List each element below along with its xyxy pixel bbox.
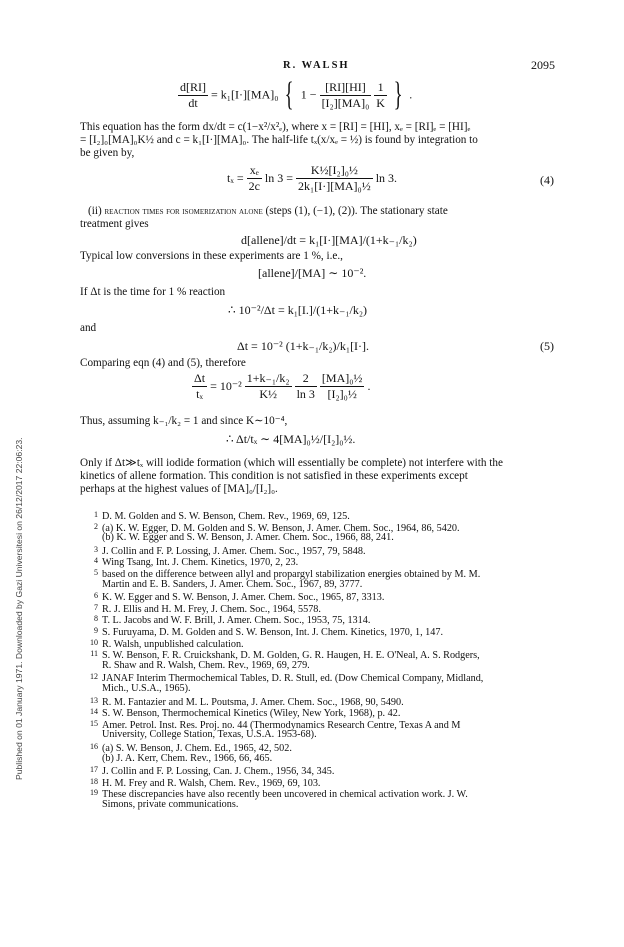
reference-number: 15	[90, 718, 98, 728]
rate-lhs-num: d[RI]	[180, 79, 206, 94]
equation-5: Δt = 10⁻² (1+k₋₁/k₂)/k₁[I·].	[237, 339, 370, 353]
equation-thus: ∴ Δt/tₓ ∼ 4[MA]₀½/[I₂]₀½.	[226, 432, 356, 446]
reference-text: (a) S. W. Benson, J. Chem. Ed., 1965, 42, 502.	[102, 743, 292, 754]
reference-text: R. Shaw and R. Walsh, Chem. Rev., 1969, 69, 279.	[102, 659, 310, 671]
para-typical: Typical low conversions in these experiments are 1 %, i.e.,	[80, 250, 343, 262]
eq4-end: ln 3.	[375, 171, 398, 185]
references-list	[80, 509, 580, 839]
eq4-lhs: tₓ =	[227, 171, 244, 185]
para-form-line3: be given by,	[80, 147, 135, 159]
rate-left-brace: {	[285, 76, 295, 113]
reference-number: 18	[90, 776, 98, 786]
reference-number: 7	[94, 602, 98, 612]
reference-text: S. Furuyama, D. M. Golden and S. W. Benson, Int. J. Chem. Kinetics, 1970, 1, 147.	[102, 627, 443, 638]
equation-4	[227, 163, 397, 194]
equation-allene-rate: d[allene]/dt = k₁[I·][MA]/(1+k₋₁/k₂)	[241, 233, 417, 247]
side-note	[2, 180, 24, 780]
reference-text: Martin and E. B. Sanders, J. Amer. Chem. Soc., 1967, 89, 3777.	[102, 578, 363, 590]
side-note-text: Published on 01 January 1971. Downloaded by Gazi Universitesi on 26/12/2017 22:06:23.	[14, 437, 24, 780]
reference-text: These discrepancies have also recently been uncovered in chemical activation work. J. W.	[102, 789, 468, 801]
running-head-author: R. WALSH	[283, 60, 350, 71]
rate-lhs-fraction	[178, 80, 208, 111]
equation-therefore: ∴ 10⁻²/Δt = k₁[I.]/(1+k₋₁/k₂)	[228, 303, 368, 317]
reference-text: (a) K. W. Egger, D. M. Golden and S. W. Benson, J. Amer. Chem. Soc., 1964, 86, 5420.	[102, 522, 460, 534]
eq4-fraction-1	[247, 163, 262, 194]
section-ii-line2: treatment gives	[80, 218, 149, 230]
reference-number: 13	[90, 695, 98, 705]
para-if: If Δt is the time for 1 % reaction	[80, 286, 226, 298]
reference-continuation	[80, 579, 362, 591]
reference-number: 19	[90, 788, 98, 798]
para-form-line2: = [I₂]₀[MA]₀K½ and c = k₁[I·][MA]₀. The half-life tₓ(x/xₑ = ½) is found by integration to	[80, 134, 478, 146]
reference-number: 8	[94, 614, 98, 624]
section-ii-number: (ii)	[88, 205, 102, 217]
eq4-fraction-2	[296, 163, 373, 194]
reference-number: 10	[90, 637, 98, 647]
reference-number: 3	[94, 544, 98, 554]
eq4-f2-den: 2k₁[I·][MA]₀½	[298, 179, 371, 193]
reference-text: T. L. Jacobs and W. F. Brill, J. Amer. Chem. Soc., 1953, 75, 1314.	[102, 615, 371, 627]
section-ii-rest: (steps (1), (−1), (2)). The stationary state	[265, 205, 448, 217]
reference-text: D. M. Golden and S. W. Benson, Chem. Rev., 1969, 69, 125.	[102, 511, 350, 522]
reference-number: 14	[90, 707, 98, 717]
reference-continuation	[80, 532, 394, 544]
reference-number: 17	[90, 765, 98, 775]
para-only-line1: Only if Δt≫tₓ will iodide formation (which will essentially be complete) not interfere with the	[80, 457, 503, 469]
rate-right-brace: }	[393, 76, 403, 113]
reference-text: Mich., U.S.A., 1965).	[102, 683, 191, 694]
reference-number: 12	[90, 672, 98, 682]
rate-k-num: 1	[374, 80, 387, 96]
para-thus: Thus, assuming k₋₁/k₂ = 1 and since K∼10⁻⁴,	[80, 415, 288, 427]
reference-number: 2	[94, 521, 98, 531]
compare-eq: = 10⁻²	[210, 379, 242, 393]
compare-f1-den: K½	[259, 387, 277, 401]
word-and: and	[80, 322, 97, 334]
reference-number: 1	[94, 510, 98, 519]
rate-lhs-den: dt	[188, 95, 198, 110]
reference-number: 11	[90, 649, 98, 659]
eq4-mid: ln 3 =	[264, 171, 294, 185]
section-ii-line1	[88, 205, 448, 218]
reference-continuation	[80, 729, 317, 741]
rate-main-fraction	[320, 80, 372, 111]
compare-fraction-3	[320, 371, 365, 402]
reference-text: S. W. Benson, Thermochemical Kinetics (Wiley, New York, 1968), p. 42.	[102, 708, 401, 720]
compare-end: .	[367, 379, 371, 393]
reference-number: 5	[94, 568, 98, 577]
compare-lhs-den: tₓ	[196, 387, 203, 401]
compare-lhs-fraction	[192, 371, 207, 402]
compare-f3-num: [MA]₀½	[321, 371, 363, 385]
compare-f3-den: [I₂]₀½	[327, 387, 357, 401]
reference-text: (b) K. W. Egger and S. W. Benson, J. Amer. Chem. Soc., 1966, 88, 241.	[102, 532, 394, 544]
reference-text: R. J. Ellis and H. M. Frey, J. Chem. Soc., 1964, 5578.	[102, 603, 321, 615]
eq4-f1-den: 2c	[248, 179, 260, 193]
rate-k-den: K	[376, 95, 385, 110]
section-ii-title: reaction times for isomerization alone	[104, 206, 263, 217]
reference-text: R. M. Fantazier and M. L. Poutsma, J. Amer. Chem. Soc., 1968, 90, 5490.	[102, 696, 404, 708]
rate-one-minus: 1 −	[300, 87, 317, 102]
rate-frac-num: [RI][HI]	[320, 80, 372, 96]
compare-f2-num: 2	[295, 371, 317, 387]
reference-number: 4	[94, 556, 98, 566]
equation-compare	[192, 371, 370, 402]
equation-5-label: (5)	[540, 339, 554, 353]
reference-text: S. W. Benson, F. R. Cruickshank, D. M. Golden, G. R. Haugen, H. E. O'Neal, A. S. Rodgers,	[102, 650, 480, 662]
reference-number: 9	[94, 626, 98, 635]
reference-continuation	[80, 799, 238, 811]
rate-end: .	[409, 87, 413, 102]
reference-text: based on the difference between allyl and propargyl stabilization energies obtained by M. M.	[102, 569, 481, 580]
reference-text: (b) J. A. Kerr, Chem. Rev., 1966, 66, 465.	[102, 752, 273, 764]
para-only-line3: perhaps at the highest values of [MA]₀/[I₂]₀.	[80, 483, 278, 495]
reference-text: Wing Tsang, Int. J. Chem. Kinetics, 1970, 2, 23.	[102, 557, 299, 569]
reference-text: H. M. Frey and R. Walsh, Chem. Rev., 1969, 69, 103.	[102, 777, 321, 789]
rate-frac-den: [I₂][MA]₀	[321, 95, 370, 110]
equation-allene-ratio: [allene]/[MA] ∼ 10⁻².	[258, 266, 367, 280]
reference-text: Amer. Petrol. Inst. Res. Proj. no. 44 (Thermodynamics Research Centre, Texas A and M	[102, 719, 461, 731]
compare-f2-den: ln 3	[296, 387, 315, 401]
reference-text: Simons, private communications.	[102, 799, 239, 810]
compare-fraction-2	[295, 371, 317, 402]
equation-4-label: (4)	[540, 173, 554, 187]
reference-text: J. Collin and F. P. Lossing, J. Amer. Chem. Soc., 1957, 79, 5848.	[102, 545, 366, 557]
para-form-line1: This equation has the form dx/dt = c(1−x²/x²ₑ), where x = [RI] = [HI], xₑ = [RI]ₑ = [HI]ₑ	[80, 121, 471, 133]
rate-mid: = k₁[I·][MA]₀	[211, 87, 279, 102]
rate-k-fraction	[374, 80, 387, 111]
reference-number: 6	[94, 591, 98, 601]
page-number: 2095	[531, 58, 555, 72]
compare-fraction-1	[245, 371, 292, 402]
reference-text: University, College Station, Texas, U.S.A. 1953-68).	[102, 729, 317, 741]
reference-continuation	[80, 660, 310, 672]
eq4-f2-num: K½[I₂]₀½	[296, 163, 373, 179]
para-only-line2: kinetics of allene formation. This condition is not satisfied in these experiments except	[80, 470, 468, 482]
compare-lhs-num: Δt	[194, 371, 206, 385]
reference-text: K. W. Egger and S. W. Benson, J. Amer. Chem. Soc., 1965, 87, 3313.	[102, 592, 385, 604]
reference-number: 16	[90, 742, 98, 751]
para-comparing: Comparing eqn (4) and (5), therefore	[80, 357, 246, 369]
reference-text: R. Walsh, unpublished calculation.	[102, 638, 244, 650]
reference-text: JANAF Interim Thermochemical Tables, D. R. Stull, ed. (Dow Chemical Company, Midland,	[102, 673, 484, 685]
reference-continuation	[80, 753, 272, 765]
reference-continuation	[80, 683, 191, 695]
rate-equation	[178, 78, 412, 112]
reference-text: J. Collin and F. P. Lossing, Can. J. Chem., 1956, 34, 345.	[102, 766, 335, 778]
compare-f1-num: 1+k₋₁/k₂	[246, 371, 290, 385]
eq4-f1-num: xₑ	[247, 163, 262, 179]
